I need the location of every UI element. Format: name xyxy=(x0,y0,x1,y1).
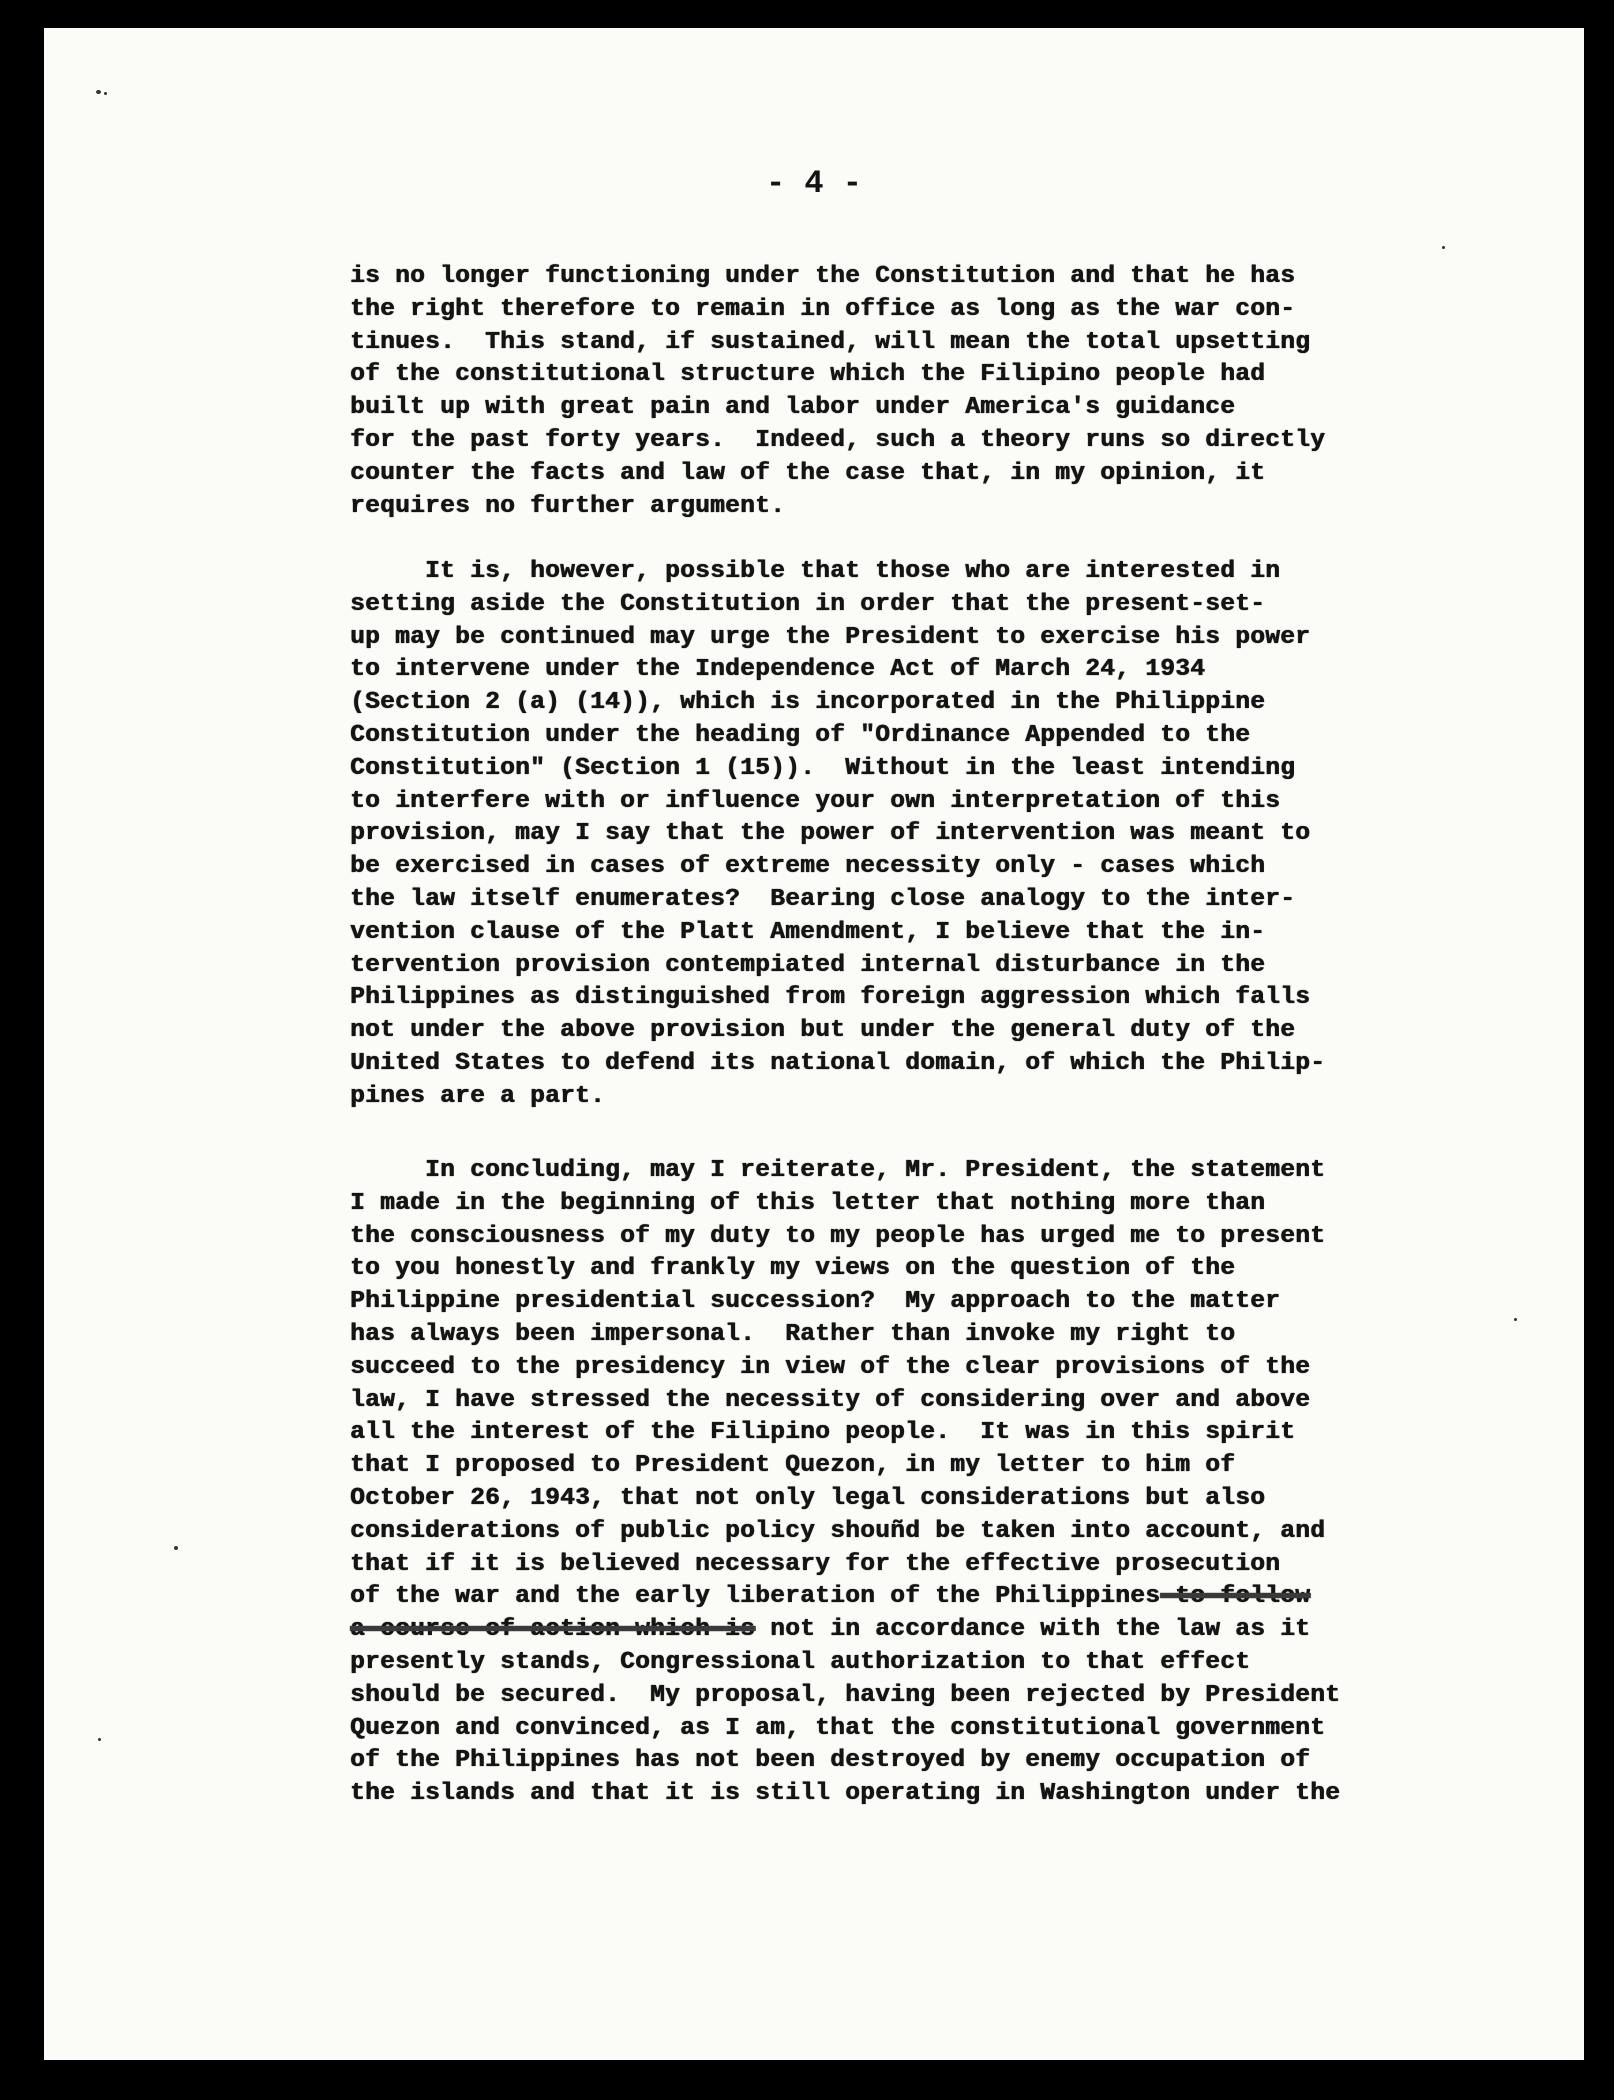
text-line: that if it is believed necessary for the effective prosecution xyxy=(350,1550,1281,1578)
scan-speck xyxy=(1514,1318,1517,1321)
page-number: - 4 - xyxy=(765,165,862,202)
text-line: In concluding, may I reiterate, Mr. President, the statement xyxy=(350,1157,1326,1184)
text-line: the islands and that it is still operating in Washington under the xyxy=(350,1780,1341,1808)
struck-text: a course of action which is xyxy=(350,1616,756,1644)
text-line: up may be continued may urge the President to exercise his power xyxy=(350,623,1311,651)
text-line-with-strikeout xyxy=(350,1581,1460,1614)
text-line: succeed to the presidency in view of the clear provisions of the xyxy=(350,1353,1311,1381)
text-line: not under the above provision but under the general duty of the xyxy=(350,1017,1296,1045)
paragraph-2 xyxy=(350,556,1460,1114)
text-line: It is, however, possible that those who are interested in xyxy=(350,558,1281,585)
text-line: requires no further argument. xyxy=(350,492,786,520)
text-line: counter the facts and law of the case that, in my opinion, it xyxy=(350,459,1266,487)
text-line: for the past forty years. Indeed, such a theory runs so directly xyxy=(350,426,1326,454)
scan-speck xyxy=(104,92,107,95)
text-line: Constitution under the heading of "Ordinance Appended to the xyxy=(350,721,1251,749)
text-line-rest: not in accordance with the law as it xyxy=(755,1616,1311,1644)
text-line: of the Philippines has not been destroyed by enemy occupation of xyxy=(350,1747,1311,1775)
text-line: pines are a part. xyxy=(350,1082,606,1110)
text-line: to interfere with or influence your own interpretation of this xyxy=(350,787,1281,815)
text-line: of the constitutional structure which the Filipino people had xyxy=(350,361,1266,389)
text-line: that I proposed to President Quezon, in my letter to him of xyxy=(350,1452,1236,1480)
text-line: Constitution" (Section 1 (15)). Without in the least intending xyxy=(350,754,1296,782)
struck-text: to follow xyxy=(1160,1583,1311,1611)
text-line: United States to defend its national domain, of which the Philip- xyxy=(350,1049,1326,1077)
text-line: tinues. This stand, if sustained, will mean the total upsetting xyxy=(350,328,1311,356)
text-line: be exercised in cases of extreme necessity only - cases which xyxy=(350,853,1266,881)
text-line-with-strikeout xyxy=(350,1614,1460,1647)
scan-speck xyxy=(1442,246,1445,249)
text-line: Philippines as distinguished from foreign aggression which falls xyxy=(350,984,1311,1012)
text-line: law, I have stressed the necessity of considering over and above xyxy=(350,1386,1311,1414)
paragraph-3 xyxy=(350,1155,1460,1811)
paragraph-1 xyxy=(350,261,1460,523)
text-line: I made in the beginning of this letter that nothing more than xyxy=(350,1189,1266,1217)
text-line: the law itself enumerates? Bearing close analogy to the inter- xyxy=(350,885,1296,913)
document-page xyxy=(44,28,1584,2060)
text-line: setting aside the Constitution in order that the present-set- xyxy=(350,590,1266,618)
text-line-head: of the war and the early liberation of the Philippines xyxy=(350,1583,1161,1611)
text-line: October 26, 1943, that not only legal considerations but also xyxy=(350,1484,1266,1512)
text-line: to you honestly and frankly my views on the question of the xyxy=(350,1255,1236,1283)
scan-speck xyxy=(174,1546,178,1550)
text-line: Philippine presidential succession? My approach to the matter xyxy=(350,1288,1281,1316)
text-line: Quezon and convinced, as I am, that the constitutional government xyxy=(350,1714,1326,1742)
text-line: is no longer functioning under the Constitution and that he has xyxy=(350,263,1296,290)
text-line: considerations of public policy shouñd be taken into account, and xyxy=(350,1517,1326,1545)
text-line: all the interest of the Filipino people. It was in this spirit xyxy=(350,1419,1296,1447)
text-line: the consciousness of my duty to my people has urged me to present xyxy=(350,1222,1326,1250)
text-line: has always been impersonal. Rather than invoke my right to xyxy=(350,1320,1236,1348)
text-line: vention clause of the Platt Amendment, I believe that the in- xyxy=(350,918,1266,946)
text-line: the right therefore to remain in office as long as the war con- xyxy=(350,295,1296,323)
text-line: (Section 2 (a) (14)), which is incorporated in the Philippine xyxy=(350,689,1266,717)
scan-speck xyxy=(98,1738,101,1741)
scan-speck xyxy=(96,90,101,94)
text-line: should be secured. My proposal, having been rejected by President xyxy=(350,1681,1341,1709)
text-line: presently stands, Congressional authorization to that effect xyxy=(350,1648,1251,1676)
text-line: provision, may I say that the power of intervention was meant to xyxy=(350,820,1311,848)
text-line: tervention provision contempiated internal disturbance in the xyxy=(350,951,1266,979)
text-line: built up with great pain and labor under America's guidance xyxy=(350,394,1236,422)
text-line: to intervene under the Independence Act of March 24, 1934 xyxy=(350,656,1206,684)
